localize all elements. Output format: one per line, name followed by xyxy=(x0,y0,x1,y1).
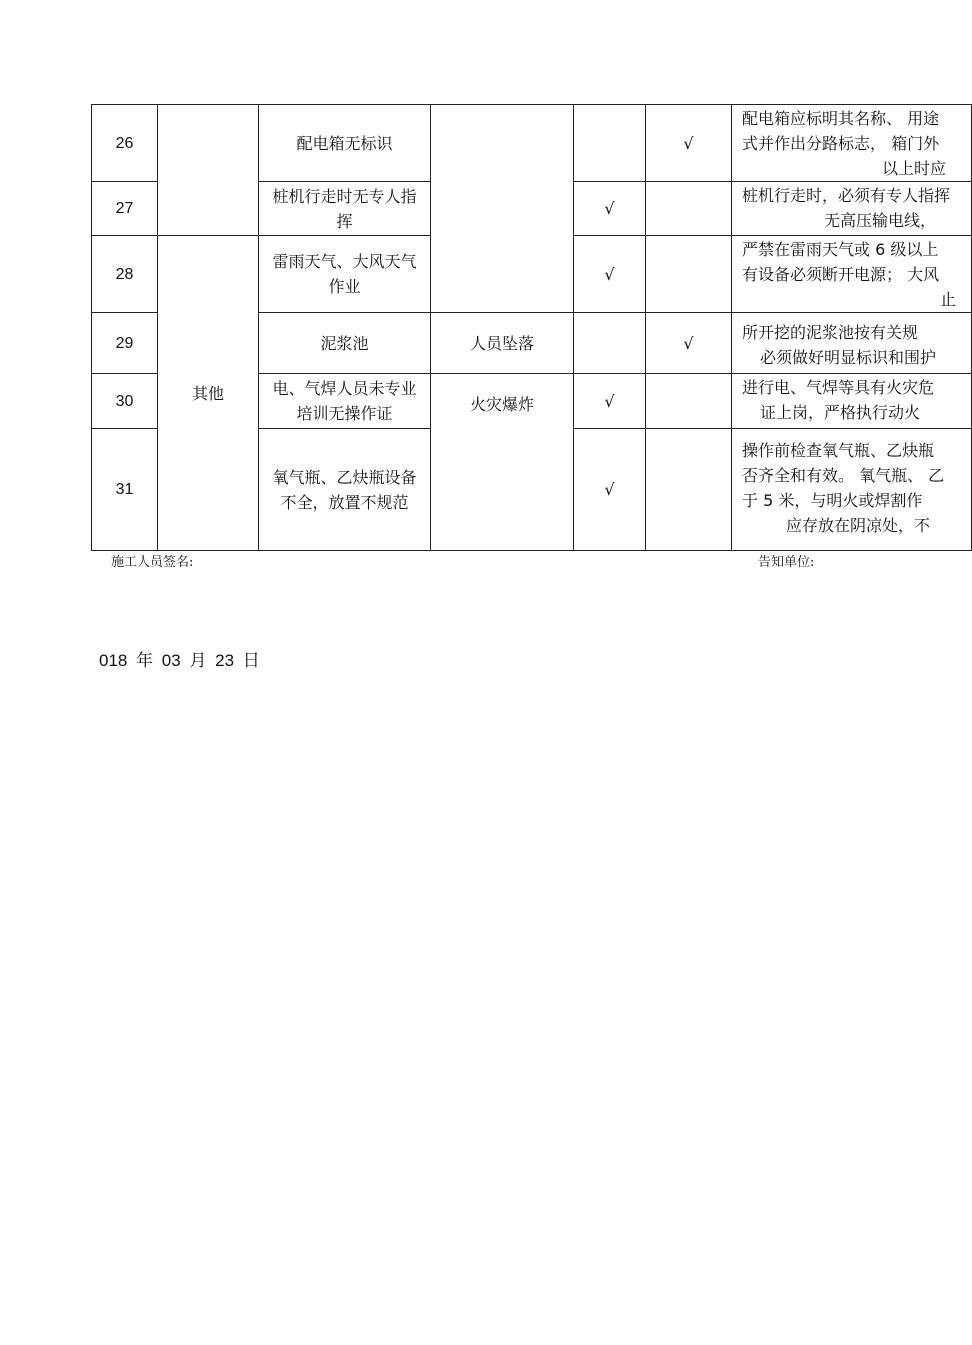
notifying-unit-label: 告知单位: xyxy=(758,555,815,570)
measure-cell: 所开挖的泥浆池按有关规 必须做好明显标识和围护 xyxy=(732,313,972,374)
hazard-cell: 雷雨天气、大风天气作业 xyxy=(259,236,431,313)
row-number: 27 xyxy=(92,182,158,236)
major-mark: √ xyxy=(574,236,646,313)
major-mark xyxy=(574,313,646,374)
major-mark xyxy=(574,105,646,182)
major-mark: √ xyxy=(574,429,646,551)
general-mark: √ xyxy=(646,105,732,182)
measure-cell: 严禁在雷雨天气或 6 级以上 有设备必须断开电源； 大风 止 xyxy=(732,236,972,313)
general-mark xyxy=(646,374,732,429)
general-mark xyxy=(646,236,732,313)
accident-cell xyxy=(431,105,574,313)
accident-cell: 火灾爆炸 xyxy=(431,374,574,551)
major-mark: √ xyxy=(574,374,646,429)
worker-signature-label: 施工人员签名: xyxy=(111,555,194,570)
table-row xyxy=(92,105,972,182)
document-date: 018 年 03 月 23 日 xyxy=(99,651,260,670)
measure-cell: 桩机行走时，必须有专人指挥 无高压输电线， xyxy=(732,182,972,236)
row-number: 29 xyxy=(92,313,158,374)
accident-cell: 人员坠落 xyxy=(431,313,574,374)
hazard-cell: 泥浆池 xyxy=(259,313,431,374)
general-mark: √ xyxy=(646,313,732,374)
general-mark xyxy=(646,429,732,551)
row-number: 26 xyxy=(92,105,158,182)
hazard-cell: 桩机行走时无专人指挥 xyxy=(259,182,431,236)
general-mark xyxy=(646,182,732,236)
major-mark: √ xyxy=(574,182,646,236)
row-number: 31 xyxy=(92,429,158,551)
hazard-cell: 配电箱无标识 xyxy=(259,105,431,182)
category-cell-other: 其他 xyxy=(158,236,259,551)
hazard-table xyxy=(91,104,972,551)
hazard-cell: 电、气焊人员未专业培训无操作证 xyxy=(259,374,431,429)
measure-cell: 配电箱应标明其名称、 用途 式并作出分路标志， 箱门外 以上时应 xyxy=(732,105,972,182)
measure-cell: 进行电、气焊等具有火灾危 证上岗，严格执行动火 xyxy=(732,374,972,429)
category-cell xyxy=(158,105,259,236)
row-number: 30 xyxy=(92,374,158,429)
measure-cell: 操作前检查氧气瓶、乙炔瓶 否齐全和有效。 氧气瓶、 乙 于 5 米，与明火或焊割作 应存放在阴凉处，不 xyxy=(732,429,972,551)
hazard-cell: 氧气瓶、乙炔瓶设备不全，放置不规范 xyxy=(259,429,431,551)
row-number: 28 xyxy=(92,236,158,313)
